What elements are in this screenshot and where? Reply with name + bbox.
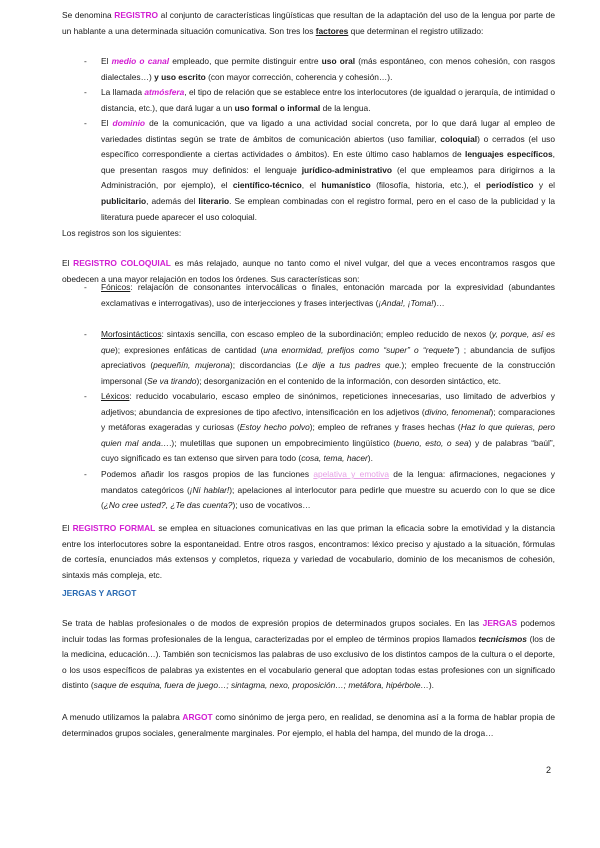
coloquial-paragraph: El REGISTRO COLOQUIAL es más relajado, aunque no tanto como el nivel vulgar, del que a veces encontramos rasgos que obedecen a una mayor relajación en todos los órdenes. Sus características son: (62, 258, 555, 284)
factor-medio: El medio o canal empleado, que permite distinguir entre uso oral (más espontáneo, con menos cohesión, con rasgos dialectales…) y uso escrito (con mayor corrección, coherencia y cohesión…). (101, 56, 556, 82)
registro-term: REGISTRO (114, 10, 159, 20)
feature-lexicos: Léxicos: reducido vocabulario, escaso empleo de sinónimos, repeticiones innecesarias, uso limitado de adverbios y adjetivos; abundancia de expresiones de tipo afectivo, intensificación en los adjetivos (divino, fenomenal); comparaciones y metáforas exageradas y curiosas (Estoy hecho polvo); empleo de refranes y frases hechas (Haz lo que quieras, pero quien mal anda….); muletillas que suponen un empobrecimiento lingüístico (bueno, esto, o sea) y de palabras “baúl”, cuyo significado es tan extenso que sirven para todo (cosa, tema, hacer). (101, 391, 556, 464)
argot-paragraph: A menudo utilizamos la palabra ARGOT como sinónimo de jerga pero, en realidad, se denomina así a la forma de hablar propia de determinados grupos sociales, generalmente marginales. Por ejemplo, el habla del hampa, del mundo de la droga… (62, 712, 555, 738)
list-dash: - (84, 391, 87, 401)
list-dash: - (84, 282, 87, 292)
argot-term: ARGOT (182, 712, 213, 722)
factores-term: factores (315, 25, 349, 36)
intro-paragraph: Se denomina REGISTRO al conjunto de características lingüísticas que resultan de la adaptación del uso de la lengua por parte de un hablante a una determinada situación comunicativa. Son tres los factores que determinan el registro utilizado: (62, 10, 555, 36)
list-dash: - (84, 87, 87, 97)
list-dash: - (84, 118, 87, 128)
factor-atmosfera: La llamada atmósfera, el tipo de relación que se establece entre los interlocutores (de igualdad o jerarquía, de intimidad o distancia, etc.), que dará lugar a un uso formal o informal de la lengua. (101, 87, 555, 113)
jergas-heading: JERGAS Y ARGOT (62, 588, 137, 598)
page-number: 2 (546, 765, 552, 775)
jergas-term: JERGAS (482, 618, 518, 628)
list-dash: - (84, 56, 87, 66)
registro-coloquial-term: REGISTRO COLOQUIAL (73, 258, 171, 268)
formal-paragraph: El REGISTRO FORMAL se emplea en situaciones comunicativas en las que priman la eficacia sobre la emotividad y la distancia entre los interlocutores sobre la espontaneidad. Entre otros rasgos, encontramos: léxico preciso y ajustado a la situación, fórmulas de cortesía, enunciados más extensos y completos, riqueza y variedad de vocabulario, dominio de los mecanismos de cohesión, sintaxis más compleja, etc. (62, 523, 555, 580)
registers-intro: Los registros son los siguientes: (62, 228, 182, 238)
factor-dominio: El dominio de la comunicación, que va ligado a una actividad social concreta, por lo que dará lugar al empleo de variedades distintas según se trate de ámbitos de comunicación abiertos (uso familiar, coloquial) o cerrados (el uso específico correspondiente a ciertas actividades o ámbitos). En este último caso hablamos de lenguajes específicos, que presentan rasgos muy definidos: el lenguaje jurídico-administrativo (el que empleamos para dirigirnos a la Administración, por ejemplo), el científico-técnico, el humanístico (filosofía, historia, etc.), el periodístico y el publicitario, además del literario. Se emplean combinadas con el registro formal, pero en el caso de la publicidad y la literatura puede aparecer el uso coloquial. (101, 118, 556, 222)
feature-fonicos: Fónicos: relajación de consonantes intervocálicas o finales, entonación marcada por la expresividad (abundantes exclamativas e interrogativas), uso de interjecciones y frases interjectivas (¡Anda!, ¡Toma!)… (101, 282, 555, 308)
registro-formal-term: REGISTRO FORMAL (72, 523, 156, 533)
feature-funciones: Podemos añadir los rasgos propios de las funciones apelativa y emotiva de la lengua: afirmaciones, negaciones y mandatos categóricos (¡Ni hablar!); apelaciones al interlocutor para pedirle que muestre su acuerdo con lo que se dice (¿No cree usted?, ¿Te das cuenta?); uso de vocativos… (101, 469, 555, 511)
jergas-paragraph: Se trata de hablas profesionales o de modos de expresión propios de determinados grupos sociales. En las JERGAS podemos incluir todas las formas profesionales de la lengua, caracterizadas por el empleo de términos propios llamados tecnicismos (los de la medicina, educación…). También son tecnicismos las palabras de uso exclusivo de los distintos campos de la cultura o el deporte, o los usos específicos de palabras ya existentes en el vocabulario general que adoptan todas estas profesiones con un significado distinto (saque de esquina, fuera de juego…; sintagma, nexo, proposición…; metáfora, hipérbole…). (62, 618, 555, 691)
list-dash: - (84, 329, 87, 339)
feature-morfosintacticos: Morfosintácticos: sintaxis sencilla, con escaso empleo de la subordinación; empleo reducido de nexos (y, porque, así es que); expresiones enfáticas de cantidad (una enormidad, prefijos como “super” o “requete”) ; abundancia de sufijos apreciativos (pequeñín, mujerona); discordancias (Le dije a tus padres que.); empleo frecuente de la construcción impersonal (Se va tirando); desorganización en el contenido de la información, con desorden sintáctico, etc. (101, 329, 556, 386)
list-dash: - (84, 469, 87, 479)
